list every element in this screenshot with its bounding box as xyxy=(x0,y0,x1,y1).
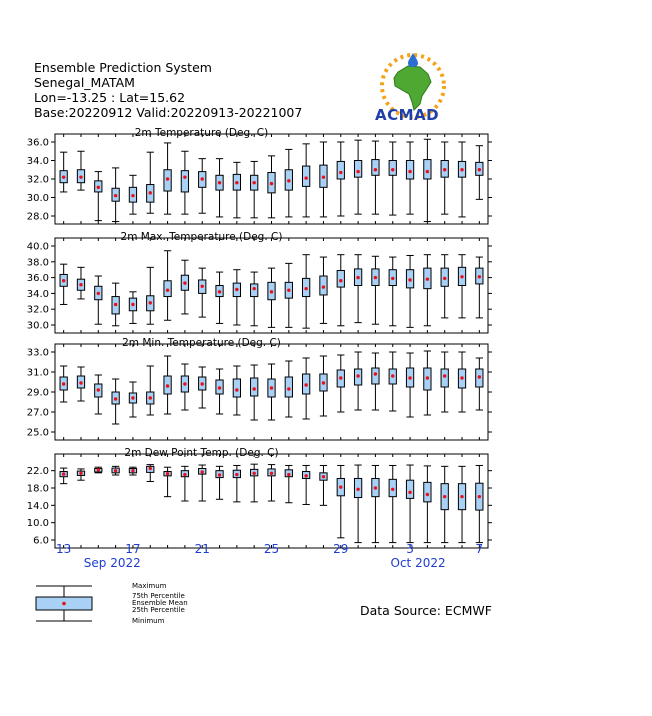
mean-marker xyxy=(322,475,325,478)
mean-marker xyxy=(356,170,359,173)
mean-marker xyxy=(408,376,411,379)
mean-marker xyxy=(391,277,394,280)
mean-marker xyxy=(426,170,429,173)
mean-marker xyxy=(131,194,134,197)
legend xyxy=(34,582,234,626)
mean-marker xyxy=(270,472,273,475)
mean-marker xyxy=(478,168,481,171)
box-iqr xyxy=(354,161,361,178)
mean-marker xyxy=(322,285,325,288)
mean-marker xyxy=(356,488,359,491)
y-tick-label: 34.0 xyxy=(26,156,49,167)
mean-marker xyxy=(287,289,290,292)
mean-marker xyxy=(408,491,411,494)
mean-marker xyxy=(478,375,481,378)
panel-title: 2m Max. Temperature (Deg. C) xyxy=(120,231,283,243)
y-tick-label: 36.0 xyxy=(26,273,49,285)
mean-marker xyxy=(443,277,446,280)
mean-marker xyxy=(149,396,152,399)
mean-marker xyxy=(235,473,238,476)
mean-marker xyxy=(304,383,307,386)
mean-marker xyxy=(374,372,377,375)
mean-marker xyxy=(408,170,411,173)
mean-marker xyxy=(270,386,273,389)
x-tick-label: 7 xyxy=(475,542,484,556)
x-tick-label: 29 xyxy=(333,542,349,556)
y-tick-label: 25.0 xyxy=(26,427,49,439)
mean-marker xyxy=(460,495,463,498)
mean-marker xyxy=(478,275,481,278)
x-tick-label: 3 xyxy=(406,542,414,556)
panel-title: 2m Min. Temperature (Deg. C) xyxy=(122,337,281,349)
mean-marker xyxy=(304,176,307,179)
box-iqr xyxy=(181,171,188,192)
y-tick-label: 30.0 xyxy=(26,320,49,332)
mean-marker xyxy=(166,177,169,180)
mean-marker xyxy=(131,396,134,399)
mean-marker xyxy=(235,181,238,184)
mean-marker xyxy=(201,470,204,473)
mean-marker xyxy=(131,469,134,472)
header-dates: Base:20220912 Valid:20220913-20221007 xyxy=(34,105,303,120)
mean-marker xyxy=(478,495,481,498)
mean-marker xyxy=(79,472,82,475)
legend-mean: Ensemble Mean xyxy=(132,599,188,607)
mean-marker xyxy=(149,467,152,470)
mean-marker xyxy=(252,181,255,184)
mean-marker xyxy=(218,473,221,476)
mean-marker xyxy=(443,495,446,498)
mean-marker xyxy=(183,382,186,385)
box-iqr xyxy=(406,480,413,498)
y-tick-label: 40.0 xyxy=(26,241,49,253)
panel-title: 2m Temperature (Deg. C) xyxy=(134,127,269,139)
y-tick-label: 38.0 xyxy=(26,257,49,269)
mean-marker xyxy=(166,289,169,292)
x-tick-label: 13 xyxy=(56,542,72,556)
y-tick-label: 18.0 xyxy=(26,483,49,495)
mean-marker xyxy=(408,278,411,281)
mean-marker xyxy=(218,386,221,389)
header-title: Ensemble Prediction System xyxy=(34,60,212,75)
mean-marker xyxy=(339,376,342,379)
y-tick-label: 6.0 xyxy=(33,535,49,547)
mean-marker xyxy=(443,374,446,377)
mean-marker xyxy=(114,397,117,400)
mean-marker xyxy=(374,168,377,171)
legend-box-glyph xyxy=(34,582,98,626)
mean-marker xyxy=(252,287,255,290)
box-iqr xyxy=(424,160,431,179)
legend-minimum: Minimum xyxy=(132,617,165,625)
mean-marker xyxy=(252,472,255,475)
box-iqr xyxy=(303,166,310,186)
mean-marker xyxy=(304,287,307,290)
legend-p75: 75th Percentile xyxy=(132,592,185,600)
mean-marker xyxy=(166,472,169,475)
mean-marker xyxy=(62,382,65,385)
mean-marker xyxy=(183,281,186,284)
mean-marker xyxy=(270,290,273,293)
mean-marker xyxy=(201,382,204,385)
box-iqr xyxy=(372,160,379,176)
box-iqr xyxy=(251,378,258,396)
mean-marker xyxy=(79,283,82,286)
y-tick-label: 10.0 xyxy=(26,518,49,530)
mean-marker xyxy=(218,290,221,293)
mean-marker xyxy=(114,469,117,472)
box-iqr xyxy=(441,369,448,387)
mean-marker xyxy=(114,303,117,306)
mean-marker xyxy=(252,387,255,390)
box-iqr xyxy=(372,368,379,384)
x-tick-label: 17 xyxy=(125,542,141,556)
y-tick-label: 36.0 xyxy=(26,137,49,149)
mean-marker xyxy=(443,168,446,171)
mean-marker xyxy=(183,473,186,476)
y-tick-label: 28.0 xyxy=(26,211,49,223)
mean-marker xyxy=(62,472,65,475)
data-source: Data Source: ECMWF xyxy=(360,603,492,618)
mean-marker xyxy=(356,374,359,377)
mean-marker xyxy=(97,292,100,295)
mean-marker xyxy=(62,279,65,282)
x-tick-label: 21 xyxy=(194,542,210,556)
month-label-oct: Oct 2022 xyxy=(390,556,446,570)
mean-marker xyxy=(339,171,342,174)
y-tick-label: 30.0 xyxy=(26,193,49,204)
mean-marker xyxy=(287,179,290,182)
mean-marker xyxy=(235,388,238,391)
box-iqr xyxy=(337,270,344,287)
mean-marker xyxy=(201,177,204,180)
mean-marker xyxy=(235,288,238,291)
mean-marker xyxy=(79,381,82,384)
month-label-sep: Sep 2022 xyxy=(83,556,141,570)
mean-marker xyxy=(339,279,342,282)
logo-text: ACMAD xyxy=(375,106,440,124)
box-iqr xyxy=(233,379,240,397)
panel-title: 2m Dew Point Temp. (Deg. C) xyxy=(124,447,279,459)
mean-marker xyxy=(374,486,377,489)
mean-marker xyxy=(460,275,463,278)
mean-marker xyxy=(460,376,463,379)
y-tick-label: 32.0 xyxy=(26,304,49,316)
x-tick-label: 25 xyxy=(263,542,280,556)
header-coordinates: Lon=-13.25 : Lat=15.62 xyxy=(34,90,186,105)
mean-marker xyxy=(201,285,204,288)
box-iqr xyxy=(424,482,431,502)
box-iqr xyxy=(285,377,292,397)
mean-marker xyxy=(460,168,463,171)
y-tick-label: 34.0 xyxy=(26,288,49,300)
mean-marker xyxy=(391,374,394,377)
box-iqr xyxy=(389,161,396,176)
y-tick-label: 33.0 xyxy=(26,347,49,359)
mean-marker xyxy=(131,303,134,306)
mean-marker xyxy=(114,194,117,197)
legend-p25: 25th Percentile xyxy=(132,606,185,614)
mean-marker xyxy=(322,381,325,384)
mean-marker xyxy=(304,474,307,477)
mean-marker xyxy=(356,276,359,279)
y-tick-label: 27.0 xyxy=(26,407,49,419)
mean-marker xyxy=(287,473,290,476)
mean-marker xyxy=(391,488,394,491)
mean-marker xyxy=(426,493,429,496)
box-iqr xyxy=(406,161,413,180)
y-tick-label: 29.0 xyxy=(26,387,49,399)
mean-marker xyxy=(322,175,325,178)
mean-marker xyxy=(149,301,152,304)
mean-marker xyxy=(391,168,394,171)
mean-marker xyxy=(62,175,65,178)
mean-marker xyxy=(426,376,429,379)
mean-marker xyxy=(374,276,377,279)
mean-marker xyxy=(149,191,152,194)
mean-marker xyxy=(426,277,429,280)
mean-marker xyxy=(218,181,221,184)
mean-marker xyxy=(183,175,186,178)
mean-marker xyxy=(166,384,169,387)
y-tick-label: 22.0 xyxy=(26,466,49,478)
legend-maximum: Maximum xyxy=(132,582,167,590)
y-tick-label: 32.0 xyxy=(26,174,49,186)
mean-marker xyxy=(270,182,273,185)
mean-marker xyxy=(339,485,342,488)
mean-marker xyxy=(287,387,290,390)
y-tick-label: 14.0 xyxy=(26,500,49,512)
box-iqr xyxy=(337,161,344,179)
y-tick-label: 31.0 xyxy=(26,367,49,379)
mean-marker xyxy=(97,388,100,391)
mean-marker xyxy=(97,468,100,471)
header-location: Senegal_MATAM xyxy=(34,75,135,90)
mean-marker xyxy=(79,175,82,178)
mean-marker xyxy=(97,186,100,189)
